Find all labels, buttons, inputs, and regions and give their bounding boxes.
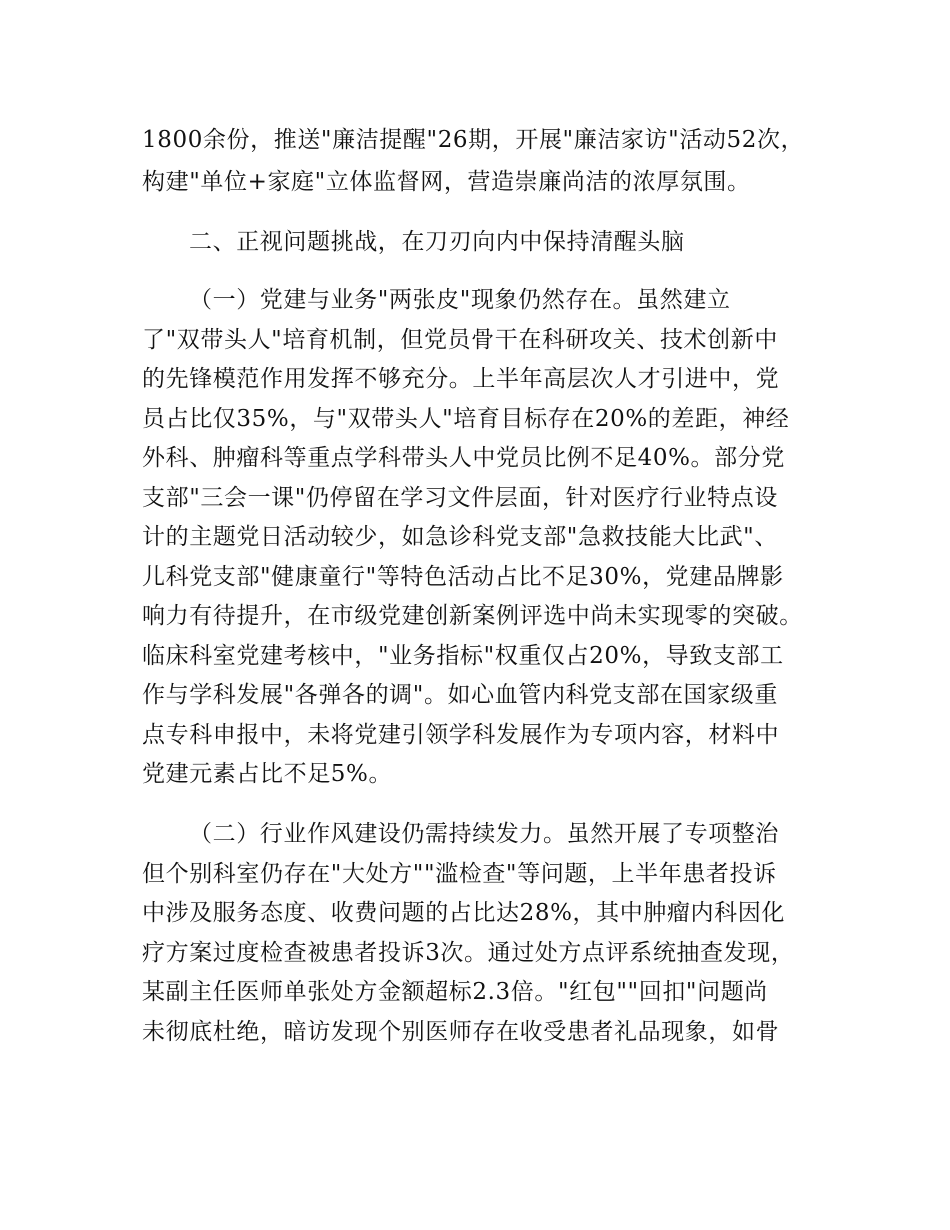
- subsection-paragraph-line: （二）行业作风建设仍需持续发力。虽然开展了专项整治: [189, 821, 779, 847]
- body-line: 的先锋模范作用发挥不够充分。上半年高层次人才引进中，党: [142, 366, 780, 392]
- body-line: 未彻底杜绝，暗访发现个别医师存在收受患者礼品现象，如骨: [142, 1019, 780, 1045]
- body-line: 支部"三会一课"仍停留在学习文件层面，针对医疗行业特点设: [142, 485, 778, 511]
- body-line: 响力有待提升，在市级党建创新案例评选中尚未实现零的突破。: [142, 603, 803, 629]
- body-line: 构建"单位+家庭"立体监督网，营造崇廉尚洁的浓厚氛围。: [142, 169, 751, 195]
- body-line: 但个别科室仍存在"大处方""滥检查"等问题，上半年患者投诉: [142, 861, 777, 887]
- body-line: 党建元素占比不足5%。: [142, 761, 393, 787]
- body-line: 计的主题党日活动较少，如急诊科党支部"急救技能大比武"、: [142, 524, 778, 550]
- body-line: 外科、肿瘤科等重点学科带头人中党员比例不足40%。部分党: [142, 445, 785, 471]
- body-line: 点专科申报中，未将党建引领学科发展作为专项内容，材料中: [142, 722, 780, 748]
- body-line: 1800余份，推送"廉洁提醒"26期，开展"廉洁家访"活动52次，: [142, 127, 805, 153]
- body-line: 疗方案过度检查被患者投诉3次。通过处方点评系统抽查发现，: [142, 940, 795, 966]
- subsection-paragraph-line: （一）党建与业务"两张皮"现象仍然存在。虽然建立: [189, 287, 731, 313]
- body-line: 某副主任医师单张处方金额超标2.3倍。"红包""回扣"问题尚: [142, 979, 768, 1005]
- body-line: 儿科党支部"健康童行"等特色活动占比不足30%，党建品牌影: [142, 564, 784, 590]
- section-heading: 二、正视问题挑战，在刀刃向内中保持清醒头脑: [189, 229, 685, 255]
- body-line: 临床科室党建考核中，"业务指标"权重仅占20%，导致支部工: [142, 643, 784, 669]
- body-line: 作与学科发展"各弹各的调"。如心血管内科党支部在国家级重: [142, 682, 778, 708]
- body-line: 了"双带头人"培育机制，但党员骨干在科研攻关、技术创新中: [142, 327, 778, 353]
- body-line: 中涉及服务态度、收费问题的占比达28%，其中肿瘤内科因化: [142, 900, 785, 926]
- body-line: 员占比仅35%，与"双带头人"培育目标存在20%的差距，神经: [142, 406, 790, 432]
